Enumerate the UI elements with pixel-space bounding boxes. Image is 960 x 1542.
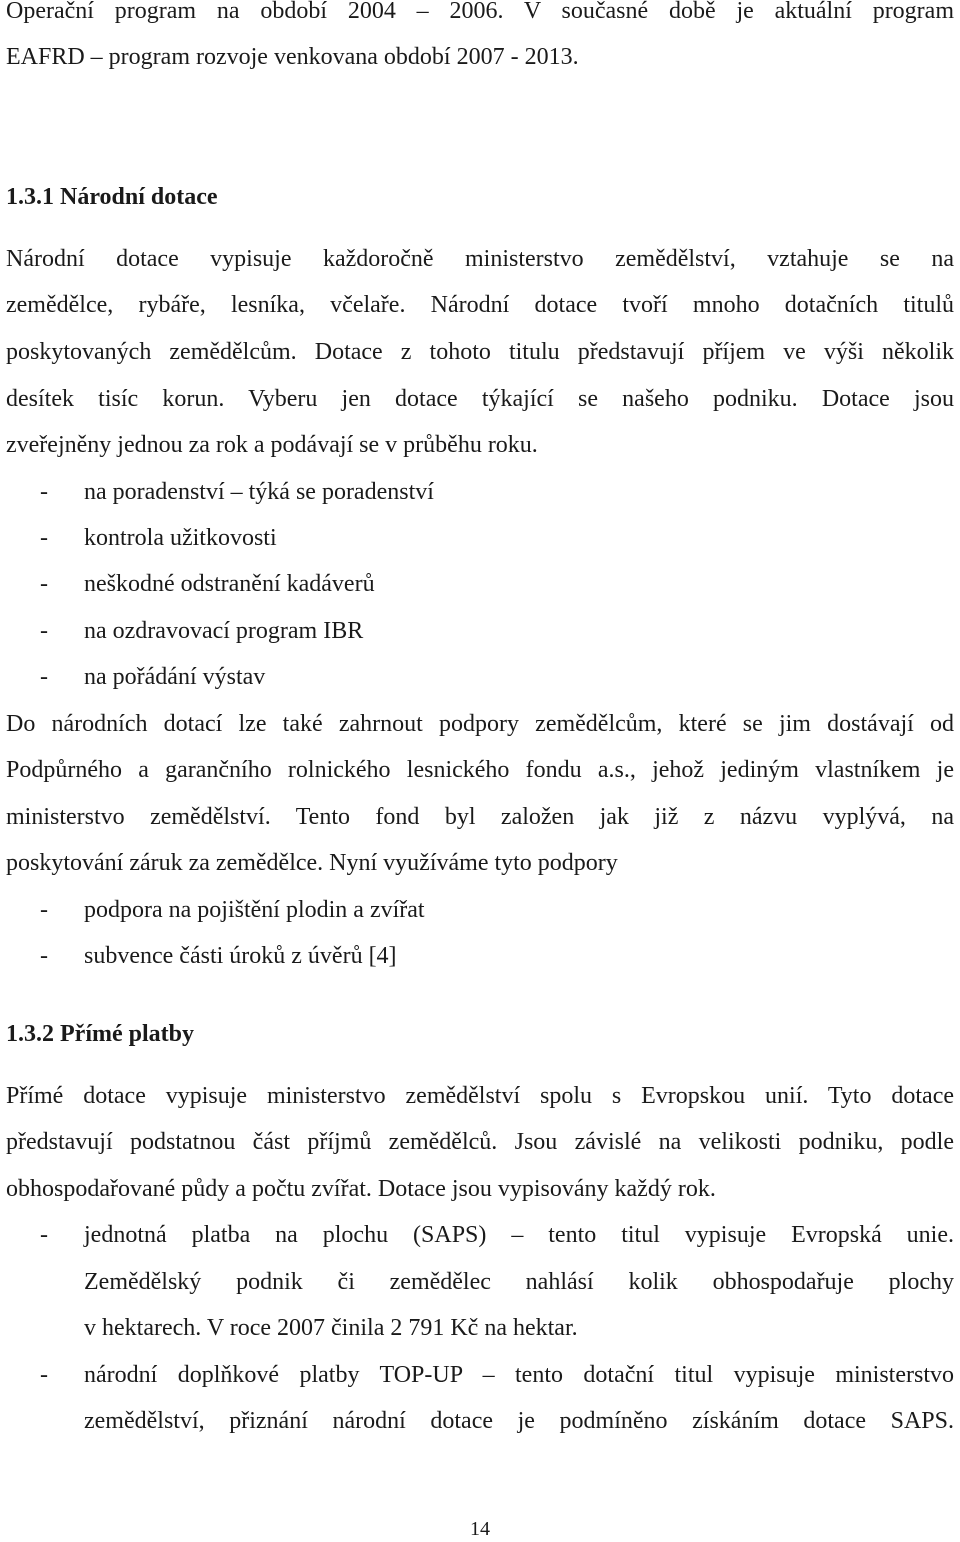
list-bullet: - [40, 897, 48, 923]
list-bullet: - [40, 618, 48, 644]
list-item: na ozdravovací program IBR [84, 618, 364, 644]
intro-line-2: EAFRD – program rozvoje venkovana období 2007 - 2013. [6, 44, 579, 70]
list-bullet: - [40, 1362, 48, 1388]
paragraph-line: Přímé dotace vypisuje ministerstvo zemědělství spolu s Evropskou unií. Tyto dotace [6, 1083, 954, 1109]
list-item: podpora na pojištění plodin a zvířat [84, 897, 425, 923]
list-item-continuation: Zemědělský podnik či zemědělec nahlásí kolik obhospodařuje plochy [84, 1269, 954, 1295]
list-item: jednotná platba na plochu (SAPS) – tento titul vypisuje Evropská unie. [84, 1222, 954, 1248]
list-bullet: - [40, 525, 48, 551]
paragraph-line: ministerstvo zemědělství. Tento fond byl založen jak již z názvu vyplývá, na [6, 804, 954, 830]
intro-line-1: Operační program na období 2004 – 2006. V současné době je aktuální program [6, 0, 954, 24]
list-bullet: - [40, 664, 48, 690]
paragraph-line: Národní dotace vypisuje každoročně ministerstvo zemědělství, vztahuje se na [6, 246, 954, 272]
list-item: na pořádání výstav [84, 664, 266, 690]
list-item: na poradenství – týká se poradenství [84, 479, 434, 505]
page-number: 14 [470, 1518, 490, 1540]
paragraph-line: poskytování záruk za zemědělce. Nyní využíváme tyto podpory [6, 850, 618, 876]
paragraph-line: Do národních dotací lze také zahrnout podpory zemědělcům, které se jim dostávají od [6, 711, 954, 737]
paragraph-line: Podpůrného a garančního rolnického lesnického fondu a.s., jehož jediným vlastníkem je [6, 757, 954, 783]
list-item: neškodné odstranění kadáverů [84, 571, 375, 597]
section-heading-direct-payments: 1.3.2 Přímé platby [6, 1021, 194, 1047]
paragraph-line: obhospodařované půdy a počtu zvířat. Dotace jsou vypisovány každý rok. [6, 1176, 716, 1202]
paragraph-line: představují podstatnou část příjmů zemědělců. Jsou závislé na velikosti podniku, podle [6, 1129, 954, 1155]
paragraph-line: poskytovaných zemědělcům. Dotace z tohoto titulu představují příjem ve výši několik [6, 339, 954, 365]
list-item: národní doplňkové platby TOP-UP – tento dotační titul vypisuje ministerstvo [84, 1362, 954, 1388]
list-bullet: - [40, 943, 48, 969]
list-item-continuation: zemědělství, přiznání národní dotace je podmíněno získáním dotace SAPS. [84, 1408, 954, 1434]
list-item-continuation: v hektarech. V roce 2007 činila 2 791 Kč na hektar. [84, 1315, 578, 1341]
list-bullet: - [40, 571, 48, 597]
section-heading-national-subsidies: 1.3.1 Národní dotace [6, 184, 218, 210]
list-item: kontrola užitkovosti [84, 525, 277, 551]
paragraph-line: zveřejněny jednou za rok a podávají se v průběhu roku. [6, 432, 538, 458]
paragraph-line: zemědělce, rybáře, lesníka, včelaře. Národní dotace tvoří mnoho dotačních titulů [6, 292, 954, 318]
list-bullet: - [40, 479, 48, 505]
paragraph-line: desítek tisíc korun. Vyberu jen dotace týkající se našeho podniku. Dotace jsou [6, 386, 954, 412]
list-item: subvence části úroků z úvěrů [4] [84, 943, 397, 969]
list-bullet: - [40, 1222, 48, 1248]
